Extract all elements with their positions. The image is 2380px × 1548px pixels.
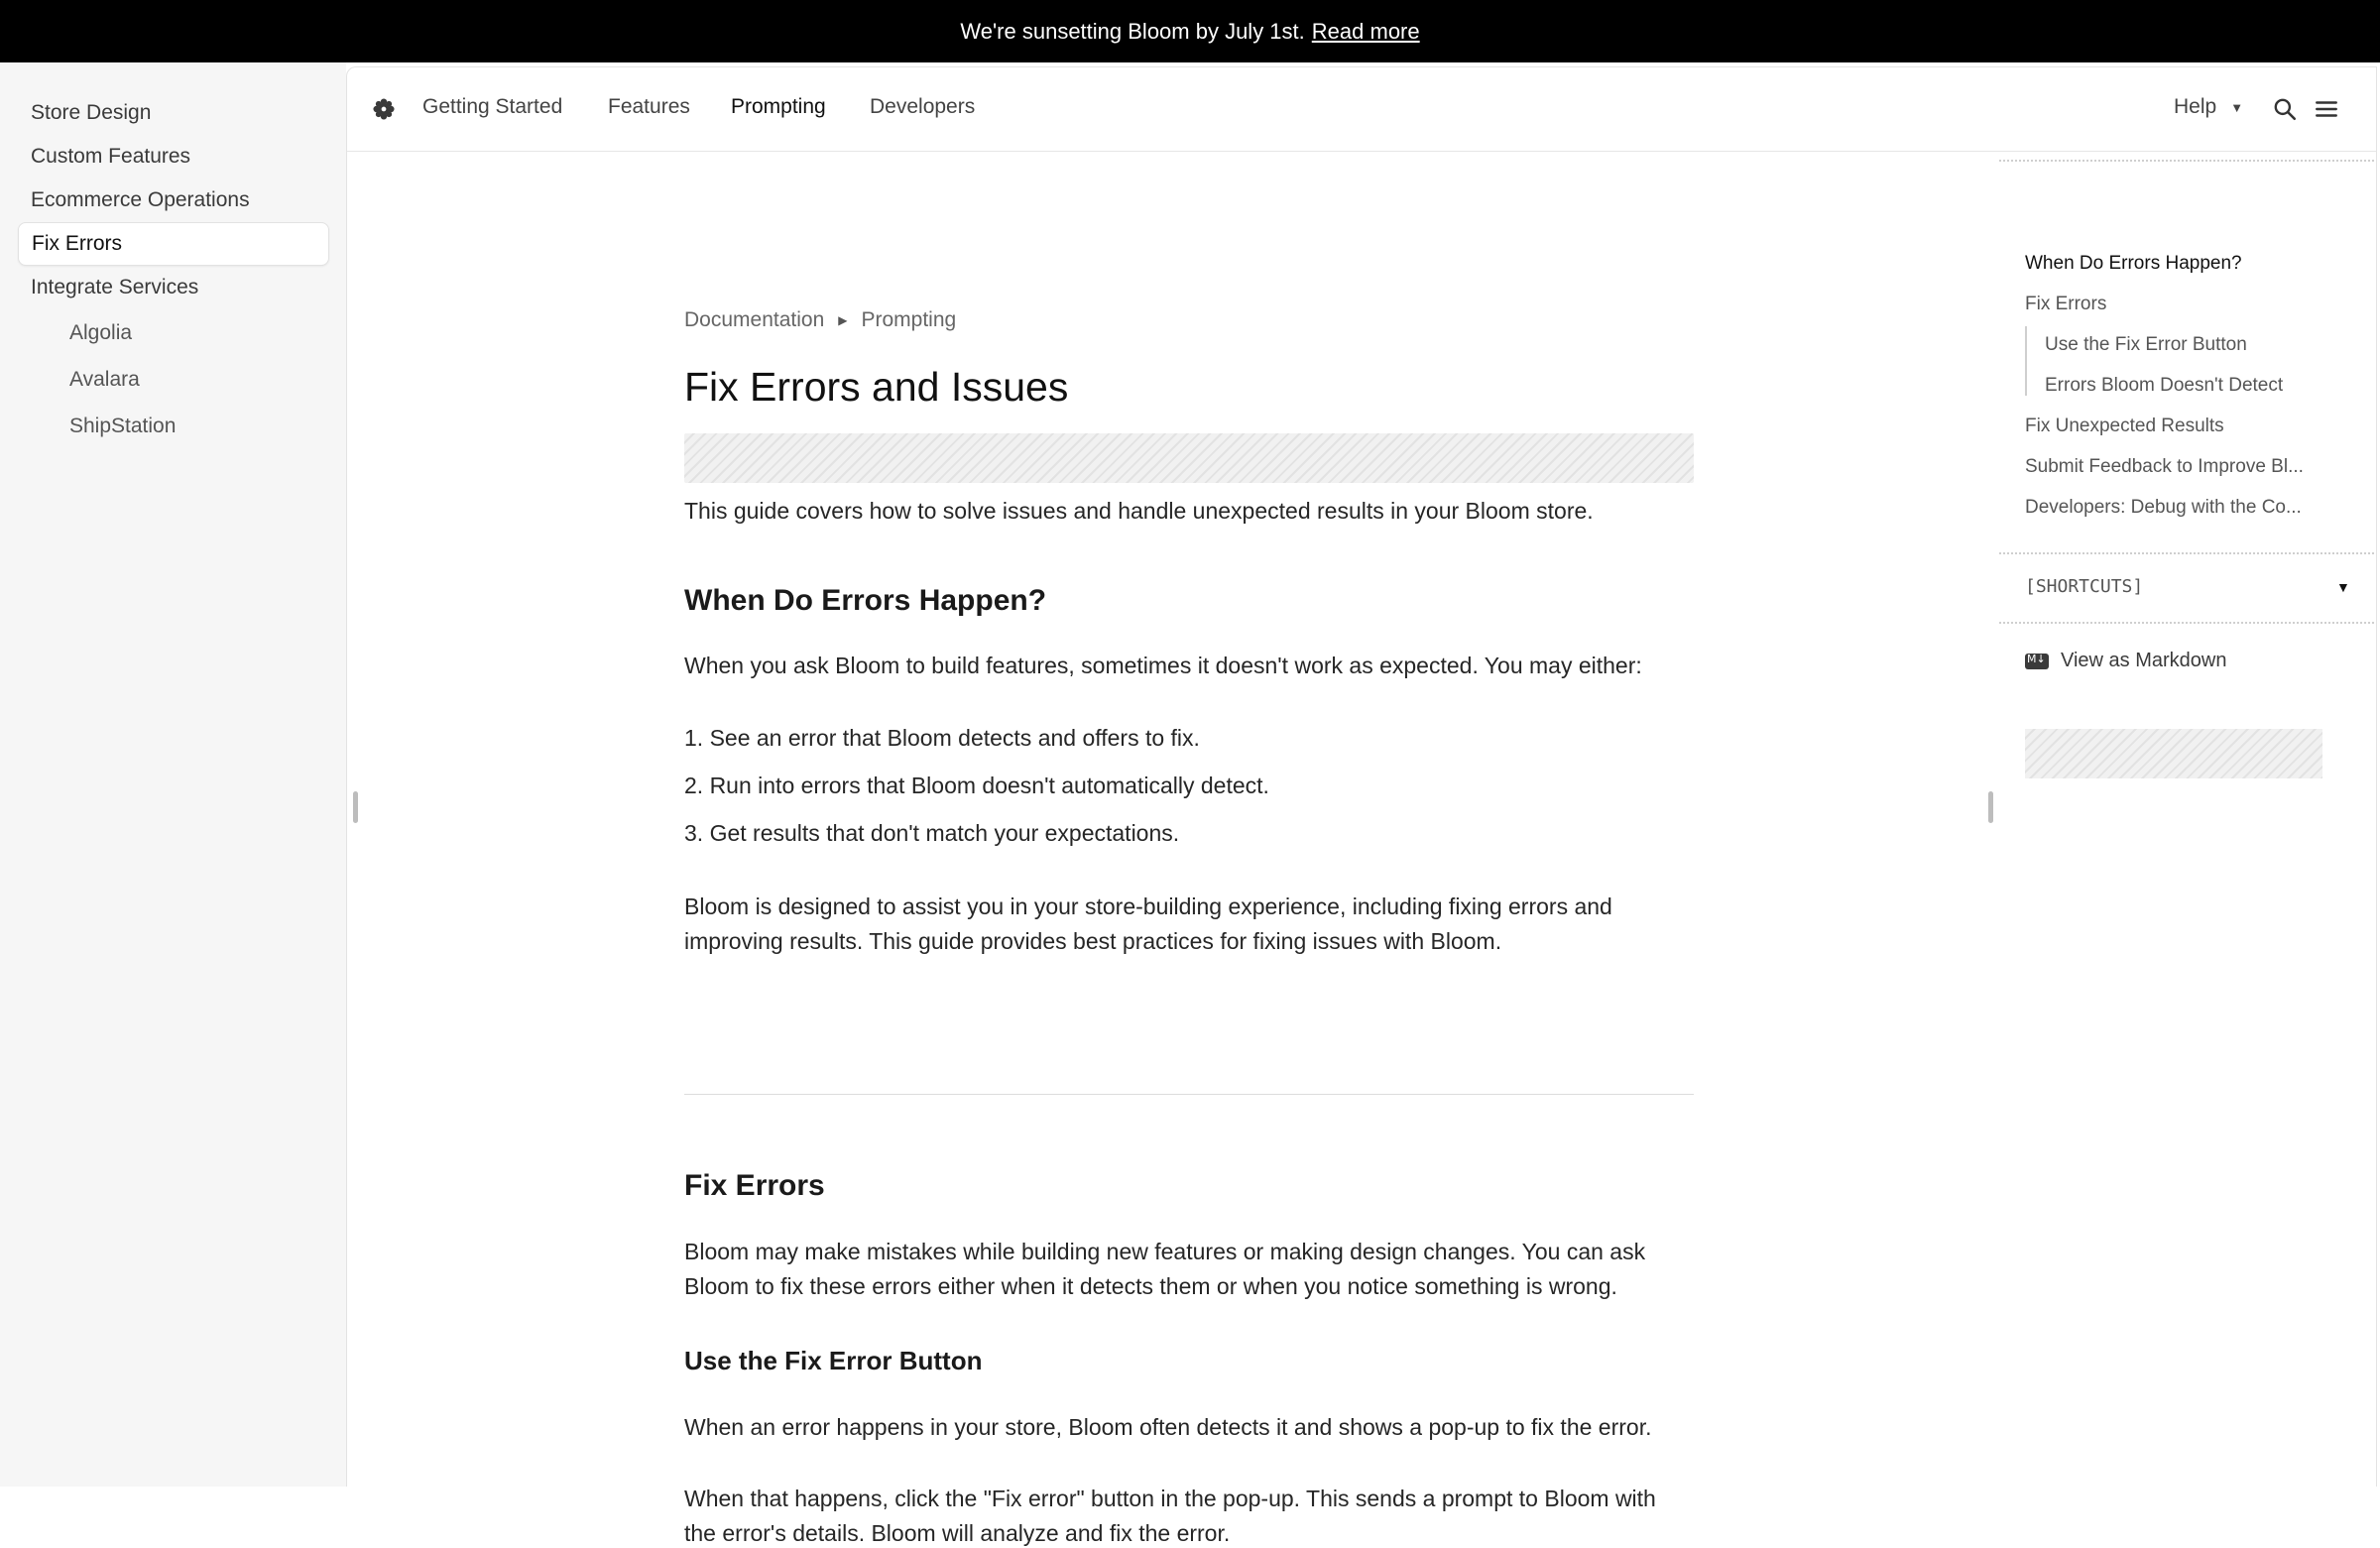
breadcrumb-prompting[interactable]: Prompting: [861, 308, 957, 331]
toc-item-fix-unexpected-results[interactable]: Fix Unexpected Results: [2025, 416, 2224, 436]
sidebar: [0, 62, 346, 1487]
sidebar-item-algolia[interactable]: Algolia: [69, 320, 133, 344]
button-paragraph-1: When an error happens in your store, Bloom often detects it and shows a pop-up to fix the error.: [684, 1414, 1652, 1440]
placeholder-image: [684, 433, 1694, 483]
heading-fix-error-button: Use the Fix Error Button: [684, 1346, 983, 1375]
markdown-icon: [2025, 654, 2049, 669]
intro-paragraph: This guide covers how to solve issues and handle unexpected results in your Bloom store.: [684, 498, 1594, 524]
caret-down-icon[interactable]: ▼: [2336, 579, 2350, 595]
heading-when-errors-happen: When Do Errors Happen?: [684, 584, 1047, 617]
toc-item-when-errors-happen[interactable]: When Do Errors Happen?: [2025, 253, 2242, 274]
help-dropdown[interactable]: [2174, 95, 2243, 119]
left-resize-handle[interactable]: [353, 791, 358, 823]
placeholder-ad: [2025, 729, 2322, 778]
table-of-contents: [1999, 152, 2374, 1488]
toc-item-submit-feedback[interactable]: Submit Feedback to Improve Bl...: [2025, 456, 2304, 477]
nav-developers[interactable]: Developers: [870, 95, 976, 118]
banner-text: We're sunsetting Bloom by July 1st.: [960, 18, 1305, 44]
sidebar-item-custom-features[interactable]: Custom Features: [31, 145, 191, 168]
toc-divider: [1999, 552, 2374, 554]
nav-features[interactable]: Features: [608, 95, 690, 118]
menu-icon[interactable]: [2314, 96, 2339, 122]
nav-prompting[interactable]: Prompting: [731, 95, 826, 118]
search-icon[interactable]: [2272, 96, 2298, 122]
toc-item-fix-error-button[interactable]: Use the Fix Error Button: [2045, 334, 2247, 355]
sidebar-item-ecommerce-operations[interactable]: Ecommerce Operations: [31, 188, 250, 211]
right-resize-handle[interactable]: [1988, 791, 1993, 823]
divider: [684, 1094, 1694, 1095]
toc-item-errors-not-detected[interactable]: Errors Bloom Doesn't Detect: [2045, 375, 2284, 396]
caret-down-icon: ▼: [2230, 99, 2244, 115]
view-as-markdown-label: View as Markdown: [2061, 650, 2227, 671]
heading-fix-errors: Fix Errors: [684, 1169, 825, 1202]
button-paragraph-2: When that happens, click the "Fix error" button in the pop-up. This sends a prompt to Bloom with the error's details. Bloom will analyze and fix the error.: [684, 1486, 1656, 1546]
announcement-banner: [0, 0, 2380, 62]
top-navigation: [347, 67, 2376, 152]
shortcuts-toggle[interactable]: [SHORTCUTS]: [2025, 576, 2144, 597]
sidebar-item-fix-errors[interactable]: Fix Errors: [18, 222, 329, 266]
sidebar-item-avalara[interactable]: Avalara: [69, 367, 140, 391]
toc-divider: [1999, 622, 2374, 624]
nav-getting-started[interactable]: Getting Started: [422, 95, 563, 118]
list-item: 3. Get results that don't match your expectations.: [684, 820, 1180, 846]
designed-paragraph: Bloom is designed to assist you in your store-building experience, including fixing errors and improving results. This guide provides best practices for fixing issues with Bloom.: [684, 893, 1612, 954]
help-label: Help: [2174, 95, 2217, 118]
sidebar-item-integrate-services[interactable]: Integrate Services: [31, 276, 199, 298]
view-as-markdown-link[interactable]: [2025, 650, 2226, 672]
main-panel: [346, 66, 2377, 1546]
breadcrumb: [684, 308, 956, 332]
chevron-right-icon: ▶: [838, 313, 848, 327]
list-item: 1. See an error that Bloom detects and offers to fix.: [684, 725, 1200, 751]
list-item: 2. Run into errors that Bloom doesn't automatically detect.: [684, 773, 1269, 798]
banner-read-more-link[interactable]: Read more: [1311, 18, 1420, 44]
breadcrumb-documentation[interactable]: Documentation: [684, 308, 825, 331]
toc-nesting-bar: [2025, 326, 2027, 396]
sidebar-item-store-design[interactable]: Store Design: [31, 101, 152, 124]
when-paragraph: When you ask Bloom to build features, sometimes it doesn't work as expected. You may either:: [684, 653, 1642, 678]
toc-item-fix-errors[interactable]: Fix Errors: [2025, 294, 2107, 314]
fix-paragraph: Bloom may make mistakes while building new features or making design changes. You can ask Bloom to fix these errors either when it detects them or when you notice something is wrong.: [684, 1239, 1646, 1299]
page-title: Fix Errors and Issues: [684, 364, 1069, 410]
toc-item-developers-debug[interactable]: Developers: Debug with the Co...: [2025, 497, 2302, 518]
sidebar-item-shipstation[interactable]: ShipStation: [69, 414, 177, 437]
toc-divider: [1999, 160, 2374, 162]
bloom-logo-icon[interactable]: [373, 98, 395, 120]
